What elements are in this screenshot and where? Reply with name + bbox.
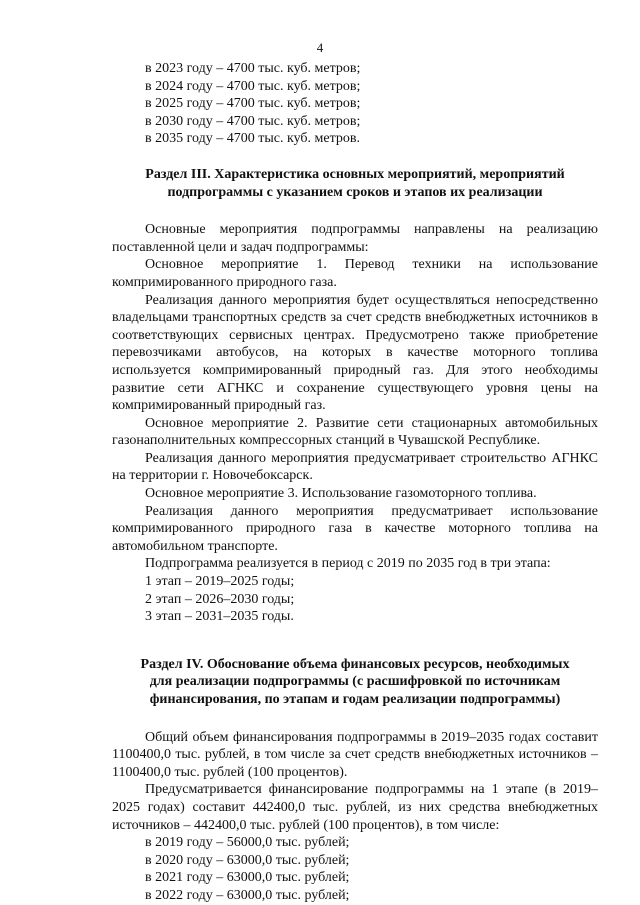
paragraph: Реализация данного мероприятия будет осуществляться непосредственно владельцами транспортных средств за счет средств внебюджетных источников в соответствующих сервисных центрах. Предусмотрено также приобретение перевозчиками автобусов, на которых в качестве моторного топлива используется компримированный природный газ. Для этого необходимы развитие сети АГНКС и сохранение существующего уровня цены на компримированный природный газ.	[112, 292, 598, 414]
list-item: в 2021 году – 63000,0 тыс. рублей;	[145, 870, 350, 886]
list-item: в 2019 году – 56000,0 тыс. рублей;	[145, 835, 350, 851]
list-item: 1 этап – 2019–2025 годы;	[145, 574, 295, 590]
list-item: в 2024 году – 4700 тыс. куб. метров;	[145, 78, 361, 94]
list-item: в 2022 году – 63000,0 тыс. рублей;	[145, 887, 350, 903]
heading-line: финансирования, по этапам и годам реализации подпрограммы)	[149, 692, 561, 707]
heading-line: Раздел III. Характеристика основных мероприятий, мероприятий	[145, 166, 565, 182]
section-4-body	[112, 729, 598, 905]
paragraph: Основное мероприятие 2. Развитие сети стационарных автомобильных газонаполнительных компрессорных станций в Чувашской Республике.	[112, 415, 598, 449]
paragraph: Подпрограмма реализуется в период с 2019 по 2035 год в три этапа:	[145, 556, 551, 572]
list-item: 3 этап – 2031–2035 годы.	[145, 609, 294, 625]
list-item: в 2030 году – 4700 тыс. куб. метров;	[145, 113, 361, 129]
section-3-body	[112, 221, 598, 626]
section-3-heading	[112, 166, 598, 201]
paragraph: Общий объем финансирования подпрограммы в 2019–2035 годах составит 1100400,0 тыс. рублей, в том числе за счет средств внебюджетных источников – 1100400,0 тыс. рублей (100 процентов).	[112, 729, 598, 780]
volume-list	[112, 60, 598, 148]
paragraph: Основное мероприятие 3. Использование газомоторного топлива.	[145, 486, 537, 502]
heading-line: Раздел IV. Обоснование объема финансовых ресурсов, необходимых	[140, 656, 570, 672]
list-item: в 2025 году – 4700 тыс. куб. метров;	[145, 96, 361, 112]
list-item: в 2023 году – 4700 тыс. куб. метров;	[145, 61, 361, 76]
list-item: в 2020 году – 63000,0 тыс. рублей;	[145, 852, 350, 868]
paragraph: Реализация данного мероприятия предусматривает строительство АГНКС на территории г. Новочебоксарск.	[112, 450, 598, 484]
page-number: 4	[316, 40, 324, 55]
list-item: в 2035 году – 4700 тыс. куб. метров.	[145, 131, 360, 147]
paragraph: Реализация данного мероприятия предусматривает использование компримированного природного газа в качестве моторного топлива на автомобильном транспорте.	[112, 503, 598, 554]
heading-line: для реализации подпрограммы (с расшифровкой по источникам	[149, 674, 561, 690]
document-body	[112, 60, 598, 905]
paragraph: Основное мероприятие 1. Перевод техники на использование компримированного природного газа.	[112, 257, 598, 290]
heading-line: подпрограммы с указанием сроков и этапов их реализации	[167, 184, 543, 200]
paragraph: Предусматривается финансирование подпрограммы на 1 этапе (в 2019–2025 годах) составит 442400,0 тыс. рублей, из них средства внебюджетных источников – 442400,0 тыс. рублей (100 процентов), в том числе:	[112, 782, 598, 833]
paragraph: Основные мероприятия подпрограммы направлены на реализацию поставленной цели и задач подпрограммы:	[112, 222, 598, 255]
section-4-heading	[112, 656, 598, 709]
list-item: 2 этап – 2026–2030 годы;	[145, 591, 295, 607]
